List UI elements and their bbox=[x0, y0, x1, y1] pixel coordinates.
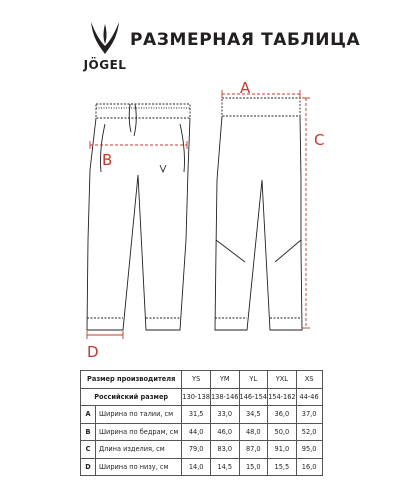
value-cell: 16,0 bbox=[296, 458, 322, 476]
table-row bbox=[81, 458, 323, 476]
row-name: Ширина по низу, см bbox=[96, 458, 182, 476]
russian-size-cell: 130-138 bbox=[182, 388, 211, 406]
dimension-c-label: C bbox=[314, 131, 325, 149]
row-letter: A bbox=[81, 406, 96, 424]
value-cell: 52,0 bbox=[296, 423, 322, 441]
table-header-row bbox=[81, 371, 323, 389]
header-manufacturer: Размер производителя bbox=[81, 371, 182, 389]
dimension-b-label: B bbox=[102, 151, 113, 169]
value-cell: 79,0 bbox=[182, 441, 211, 459]
value-cell: 14,0 bbox=[182, 458, 211, 476]
table-row bbox=[81, 441, 323, 459]
size-cell: YL bbox=[239, 371, 268, 389]
table-row bbox=[81, 423, 323, 441]
value-cell: 83,0 bbox=[210, 441, 239, 459]
brand-name: JÖGEL bbox=[83, 58, 127, 72]
value-cell: 15,0 bbox=[239, 458, 268, 476]
value-cell: 46,0 bbox=[210, 423, 239, 441]
value-cell: 44,0 bbox=[182, 423, 211, 441]
table-russian-row bbox=[81, 388, 323, 406]
value-cell: 95,0 bbox=[296, 441, 322, 459]
size-table bbox=[80, 370, 323, 476]
value-cell: 37,0 bbox=[296, 406, 322, 424]
row-name: Длина изделия, см bbox=[96, 441, 182, 459]
table-row bbox=[81, 406, 323, 424]
value-cell: 36,0 bbox=[268, 406, 297, 424]
size-cell: YXL bbox=[268, 371, 297, 389]
russian-size-cell: 154-162 bbox=[268, 388, 297, 406]
value-cell: 31,5 bbox=[182, 406, 211, 424]
value-cell: 34,5 bbox=[239, 406, 268, 424]
russian-size-cell: 138-146 bbox=[210, 388, 239, 406]
pants-back-view bbox=[215, 98, 302, 330]
value-cell: 33,0 bbox=[210, 406, 239, 424]
page-title: РАЗМЕРНАЯ ТАБЛИЦА bbox=[130, 30, 361, 50]
dimension-a-label: A bbox=[240, 79, 251, 97]
value-cell: 87,0 bbox=[239, 441, 268, 459]
pants-front-view bbox=[87, 104, 190, 330]
size-cell: YS bbox=[182, 371, 211, 389]
russian-size-cell: 146-154 bbox=[239, 388, 268, 406]
row-letter: B bbox=[81, 423, 96, 441]
value-cell: 15,5 bbox=[268, 458, 297, 476]
row-letter: C bbox=[81, 441, 96, 459]
value-cell: 91,0 bbox=[268, 441, 297, 459]
value-cell: 14,5 bbox=[210, 458, 239, 476]
size-cell: YM bbox=[210, 371, 239, 389]
row-name: Ширина по талии, см bbox=[96, 406, 182, 424]
header-russian: Российский размер bbox=[81, 388, 182, 406]
value-cell: 48,0 bbox=[239, 423, 268, 441]
value-cell: 50,0 bbox=[268, 423, 297, 441]
dimension-d-label: D bbox=[87, 343, 99, 361]
size-cell: XS bbox=[296, 371, 322, 389]
row-name: Ширина по бедрам, см bbox=[96, 423, 182, 441]
russian-size-cell: 44-46 bbox=[296, 388, 322, 406]
row-letter: D bbox=[81, 458, 96, 476]
